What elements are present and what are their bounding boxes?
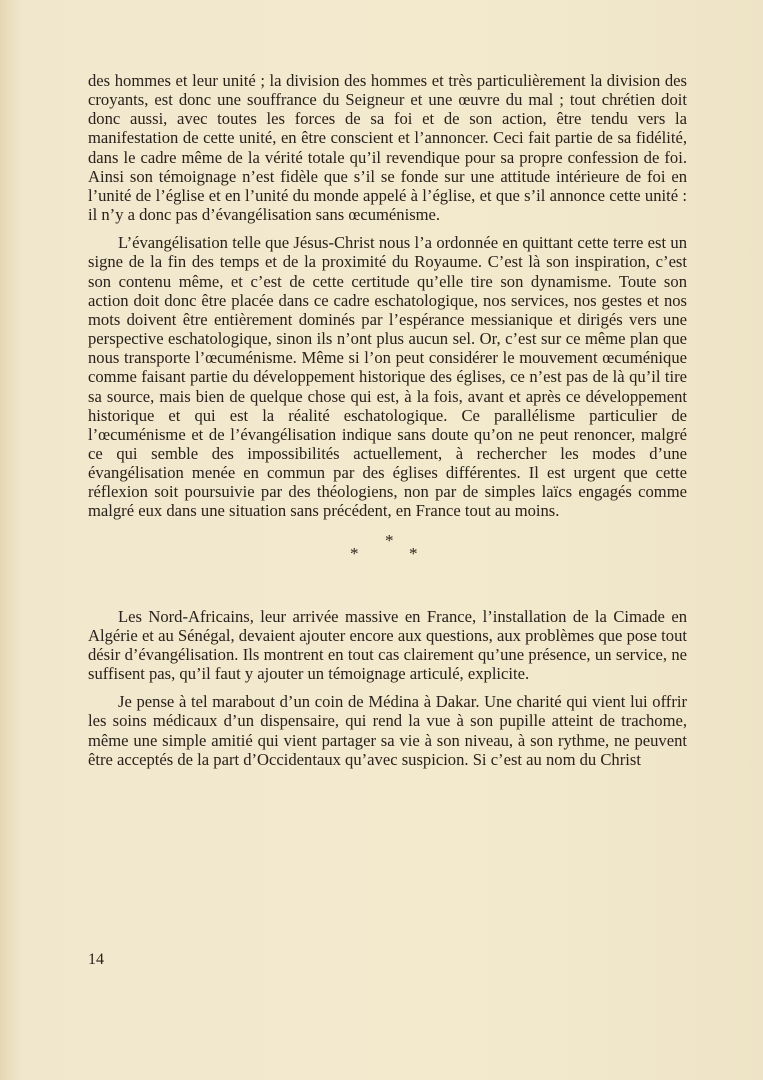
page-body [88,71,687,769]
paragraph-1: des hommes et leur unité ; la division des hommes et très particulièrement la division des croyants, est donc une souffrance du Seigneur et une œuvre du mal ; tout chrétien doit donc aussi, avec toutes les forces de sa foi et de son action, être tendu vers la manifestation de cette unité, en être conscient et l’annoncer. Ceci fait partie de sa fidélité, dans le cadre même de la vérité totale qu’il revendique pour sa propre confession de foi. Ainsi son témoignage n’est fidèle que s’il se fonde sur une attitude intérieure de foi en l’unité de l’église et en l’unité du monde appelé à l’église, et que s’il annonce cette unité : il n’y a donc pas d’évangélisation sans œcuménisme. [88,71,687,225]
paragraph-4: Je pense à tel marabout d’un coin de Médina à Dakar. Une charité qui vient lui offrir les soins médicaux d’un dispensaire, qui rend la vue à son pupille atteint de trachome, même une simple amitié qui vient partager sa vie à son niveau, à son rythme, ne peuvent être acceptés de la part d’Occidentaux qu’avec suspicion. Si c’est au nom du Christ [88,692,687,769]
section-separator [88,529,687,607]
separator-asterisk: * [385,530,394,550]
paragraph-3: Les Nord-Africains, leur arrivée massive en France, l’installation de la Cimade en Algérie et au Sénégal, devaient ajouter encore aux questions, aux problèmes que pose tout désir d’évangélisation. Ils montrent en tout cas clairement qu’une présence, un service, ne suffisent pas, qu’il faut y ajouter un témoignage articulé, explicite. [88,606,687,684]
page-number: 14 [88,951,104,968]
paragraph-2: L’évangélisation telle que Jésus-Christ nous l’a ordonnée en quittant cette terre est un signe de la fin des temps et de la proximité du Royaume. C’est là son inspiration, c’est son contenu même, et c’est de cette certitude qu’elle tire son dynamisme. Toute son action doit donc être placée dans ce cadre eschatologique, nos services, nos gestes et nos mots doivent être entièrement dominés par l’espérance messianique et dirigés vers une perspective eschatologique, sinon ils n’ont plus aucun sel. Or, c’est sur ce même plan que nous transporte l’œcuménisme. Même si l’on peut considérer le mouvement œcuménique comme faisant partie du développement historique des églises, ce n’est pas de là qu’il tire sa source, mais bien de quelque chose qui est, à la fois, avant et après ce développement historique et qui est la réalité eschatologique. Ce parallélisme particulier de l’œcuménisme et de l’évangélisation indique sans doute qu’on ne peut renoncer, malgré ce qui semble des impossibilités actuellement, à rechercher les modes d’une évangélisation menée en commun par des églises différentes. Il est urgent que cette réflexion soit poursuivie par des théologiens, non par de simples laïcs engagés comme malgré eux dans une situation sans précédent, en France tout au moins. [88,233,687,521]
separator-asterisk: * [350,543,359,563]
paragraph-gap [88,683,687,692]
separator-asterisk: * [409,543,418,563]
paragraph-gap [88,224,687,233]
